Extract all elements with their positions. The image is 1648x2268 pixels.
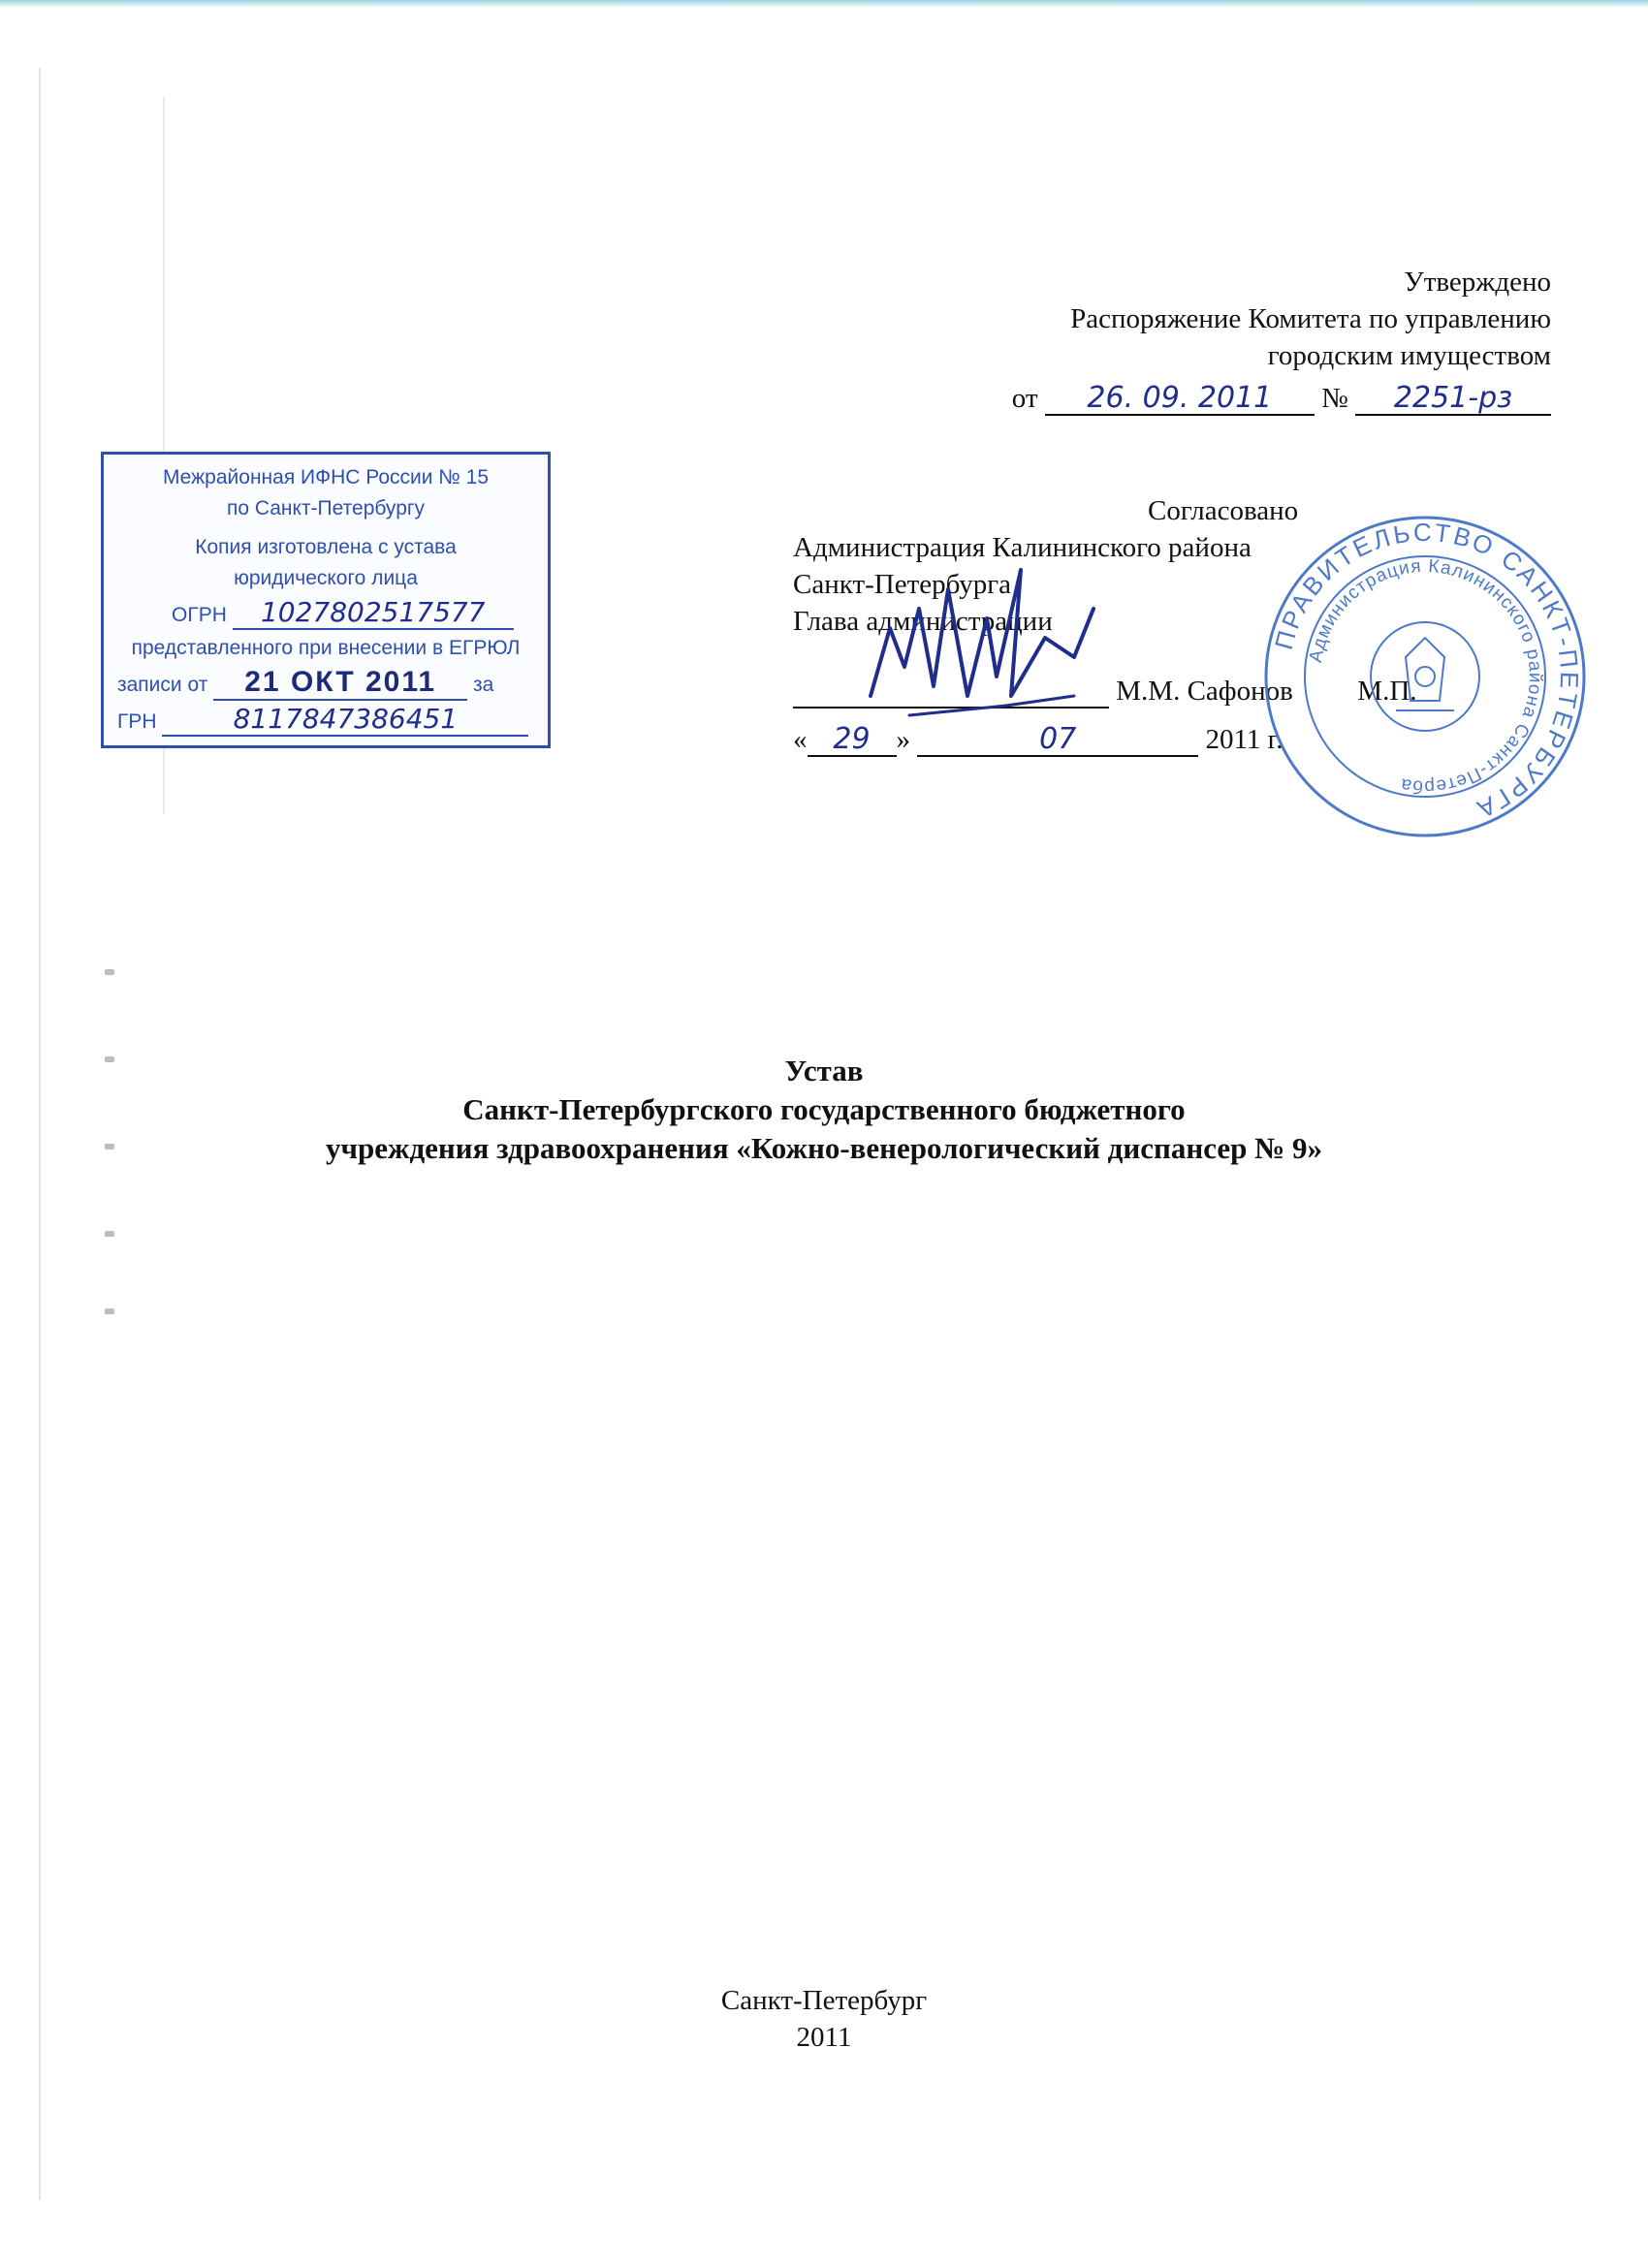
approved-line-1: Распоряжение Комитета по управлению: [1070, 303, 1551, 334]
tax-inspection-stamp: [101, 452, 551, 748]
title-line-2: Санкт-Петербургского государственного бюджетного: [462, 1092, 1186, 1126]
stamp-line-5: представленного при внесении в ЕГРЮЛ: [131, 637, 521, 659]
mp-label: М.П.: [1357, 676, 1417, 707]
footer-city: Санкт-Петербург: [720, 1985, 928, 2016]
record-suffix: за: [473, 674, 494, 696]
approved-heading: Утверждено: [1404, 267, 1551, 298]
agreed-heading: Согласовано: [1148, 495, 1299, 526]
stamp-line-3: Копия изготовлена с устава: [195, 536, 457, 558]
quote-close: »: [896, 724, 910, 755]
agreed-line-1: Администрация Калининского района: [793, 532, 1252, 563]
stamp-ogrn: [172, 596, 514, 630]
stamp-grn: [117, 703, 528, 737]
svg-text:Администрация Калининского рай: [1306, 556, 1545, 797]
approved-line-2: городским имуществом: [1267, 340, 1551, 371]
stamp-record: [117, 666, 493, 701]
charter-title: [0, 1052, 1648, 1168]
footer-year: 2011: [796, 2022, 852, 2053]
handwritten-signature: [851, 551, 1103, 725]
title-line-1: Устав: [784, 1054, 864, 1087]
agreed-year: 2011 г.: [1205, 724, 1284, 755]
title-line-3: учреждения здравоохранения «Кожно-венерологический диспансер № 9»: [326, 1131, 1322, 1165]
approved-block: [1012, 264, 1551, 417]
signer-name: М.М. Сафонов: [1116, 676, 1293, 707]
stamp-line-4: юридического лица: [234, 567, 418, 589]
record-date: 21 ОКТ 2011: [213, 666, 467, 701]
approved-date-prefix: от: [1011, 383, 1038, 414]
stamp-line-1: Межрайонная ИФНС России № 15: [162, 466, 490, 488]
grn-value: 8117847386451: [162, 703, 528, 737]
agreed-date-line: [793, 721, 1284, 758]
approved-date-value: 26. 09. 2011: [1045, 383, 1315, 416]
grn-label: ГРН: [117, 710, 157, 733]
agreed-day: 29: [808, 724, 897, 757]
footer: [0, 1982, 1648, 2056]
approved-date-line: [1012, 380, 1551, 417]
record-label: записи от: [117, 674, 208, 696]
stamp-line-2: по Санкт-Петербургу: [226, 497, 426, 520]
seal-emblem: [1396, 638, 1454, 710]
scan-top-edge: [0, 0, 1648, 8]
seal-inner-text: Администрация Калининского района Санкт-Петерба: [1305, 555, 1546, 798]
seal-outer-text: ПРАВИТЕЛЬСТВО САНКТ-ПЕТЕРБУРГА: [1268, 517, 1585, 826]
administration-seal: [1260, 512, 1590, 841]
ogrn-label: ОГРН: [172, 604, 227, 626]
agreed-month: 07: [917, 724, 1198, 757]
agreed-line-2: Санкт-Петербурга: [793, 569, 1012, 600]
agreed-line-3: Глава администрации: [793, 606, 1053, 637]
approved-number-value: 2251-рз: [1355, 383, 1551, 416]
quote-open: «: [793, 724, 808, 755]
ogrn-value: 1027802517577: [233, 596, 514, 630]
approved-number-sign: №: [1321, 383, 1348, 414]
